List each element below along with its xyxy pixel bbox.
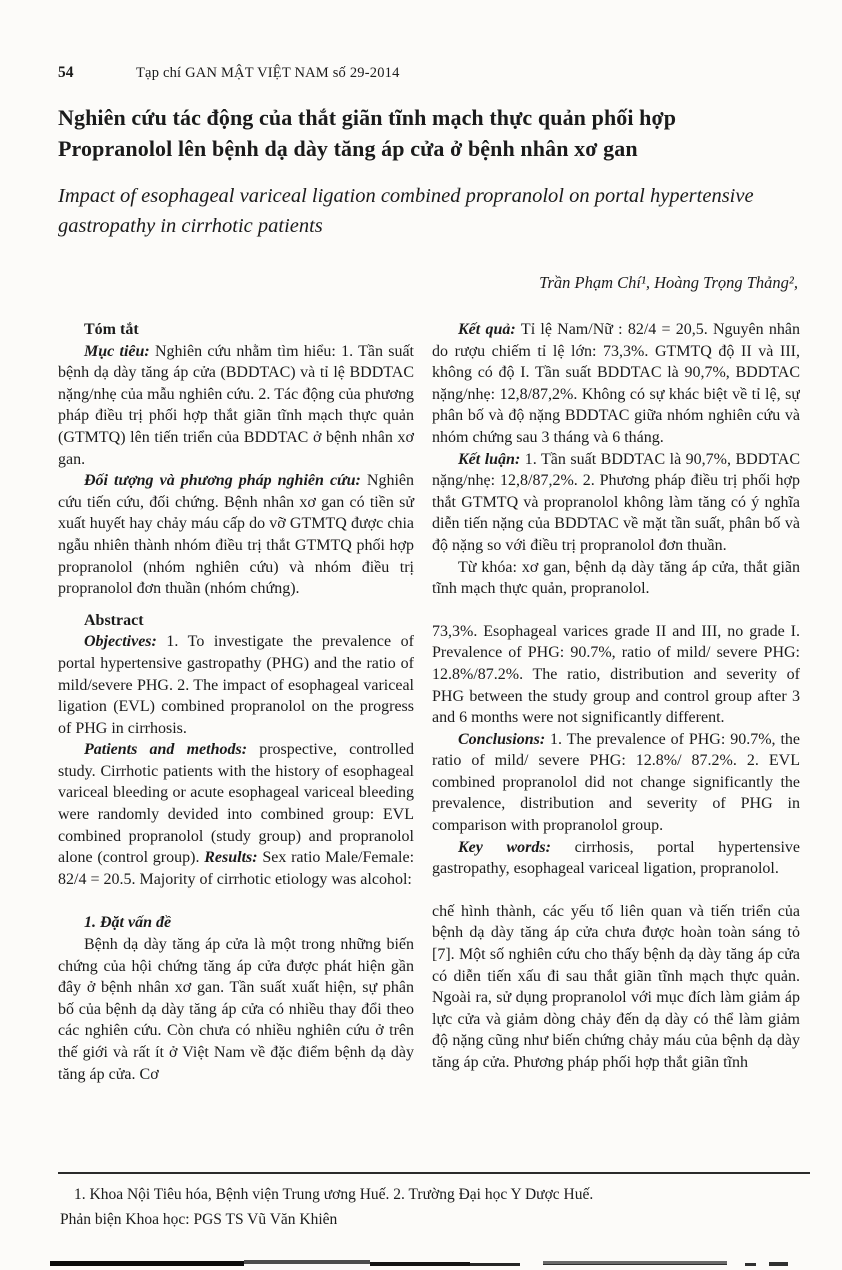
journal-name: Tạp chí GAN MẬT VIỆT NAM số 29-2014 (136, 65, 400, 81)
footnote-reviewer: Phản biện Khoa học: PGS TS Vũ Văn Khiên (60, 1211, 338, 1228)
methods-vi-text: Nghiên cứu tiến cứu, đối chứng. Bệnh nhân xơ gan có tiền sử xuất huyết hay chảy máu cấp do vỡ GTMTQ được chia ngẫu nhiên thành nhóm điều trị thắt GTMTQ phối hợp propranolol (nhóm nghiên cứu) và nhóm điều trị propranolol đơn thuần (nhóm chứng). (58, 472, 415, 598)
footnote-affiliations: 1. Khoa Nội Tiêu hóa, Bệnh viện Trung ương Huế. 2. Trường Đại học Y Dược Huế. (74, 1186, 594, 1203)
footnote-divider (58, 1172, 810, 1174)
results-en-label: Results: (204, 849, 258, 867)
left-column (58, 319, 414, 1161)
abstract-vi-methods (58, 470, 414, 600)
article-title-english: Impact of esophageal variceal ligation combined propranolol on portal hypertensive gastropathy in cirrhotic patients (58, 185, 754, 237)
author-byline: Trần Phạm Chí¹, Hoàng Trọng Thảng², (539, 273, 798, 292)
abstract-vi-results (432, 319, 800, 449)
right-column (432, 319, 800, 1161)
objectives-vi-label: Mục tiêu: (84, 342, 150, 360)
scan-bar-segment (543, 1261, 727, 1265)
keywords-vi-text: xơ gan, bệnh dạ dày tăng áp cửa, thắt giãn tĩnh mạch thực quản, propranolol. (432, 558, 800, 598)
abstract-en-keywords (432, 837, 800, 880)
intro-paragraph-continued-text: chế hình thành, các yếu tố liên quan và tiến triển của bệnh dạ dày tăng áp cửa chưa được hoàn toàn sáng tỏ [7]. Một số nghiên cứu cho thấy bệnh dạ dày tăng áp cửa có diễn tiến xấu đi sau thắt giãn tĩnh mạch thực quản. Ngoài ra, sử dụng propranolol với mục đích làm giảm áp lực cửa và giảm dòng chảy đến dạ dày có thể làm giảm độ nặng cũng như biến chứng chảy máu của bệnh dạ dày tăng áp cửa. Phương pháp phối hợp thắt giãn tĩnh (432, 902, 800, 1071)
intro-paragraph-start (58, 934, 414, 1085)
conclusion-vi-label: Kết luận: (458, 450, 521, 468)
scan-bar-segment (370, 1262, 470, 1266)
intro-paragraph-start-text: Bệnh dạ dày tăng áp cửa là một trong những biến chứng của hội chứng tăng áp cửa được phát hiện gần đây ở bệnh nhân xơ gan. Tần suất xuất hiện, sự phân bố của bệnh dạ dày tăng áp cửa có nhiều thay đổi theo các nghiên cứu. Còn chưa có nhiều nghiên cứu ở trên thế giới và rất ít ở Việt Nam về đặc điểm bệnh dạ dày tăng áp cửa. Cơ (58, 936, 414, 1083)
abstract-en-results-continued (432, 621, 800, 729)
article-title-vietnamese: Nghiên cứu tác động của thắt giãn tĩnh mạch thực quản phối hợp Propranolol lên bệnh dạ dày tăng áp cửa ở bệnh nhân xơ gan (58, 105, 677, 161)
methods-en-label: Patients and methods: (84, 741, 248, 759)
scan-bar-segment (470, 1263, 520, 1266)
results-en-text: Sex ratio Male/Female: 82/4 = 20.5. Majority of cirrhotic etiology was alcohol: (58, 849, 415, 888)
abstract-vi-keywords (432, 557, 800, 600)
scan-bar-segment (244, 1260, 370, 1264)
abstract-en-conclusions (432, 729, 800, 837)
conclusions-en-label: Conclusions: (458, 730, 546, 748)
keywords-en-text: cirrhosis, portal hypertensive gastropathy, esophageal variceal ligation, propranolol. (432, 838, 800, 878)
abstract-en-results-continued-text: 73,3%. Esophageal varices grade II and III, no grade I. Prevalence of PHG: 90.7%, ratio of mild/ severe PHG: 12.8%/87.2%. The ratio, distribution and severity of PHG between the study group and control group after 3 and 6 months were not significantly different. (432, 622, 800, 727)
keywords-en-label: Key words: (458, 838, 551, 856)
methods-en-text: prospective, controlled study. Cirrhotic patients with the history of esophageal variceal bleeding or acute esophageal variceal bleeding were randomly devided into combined group: EVL combined propranolol (study group) and propranolol alone (control group). (58, 741, 414, 867)
abstract-en-objectives (58, 631, 414, 739)
footnotes (60, 1182, 802, 1232)
abstract-vi-objectives (58, 341, 414, 471)
abstract-en-methods-results (58, 739, 414, 890)
keywords-vi-label: Từ khóa: (458, 558, 517, 576)
intro-paragraph-continued (432, 901, 800, 1074)
results-vi-text: Tỉ lệ Nam/Nữ : 82/4 = 20,5. Nguyên nhân do rượu chiếm tỉ lệ lớn: 73,3%. GTMTQ độ II và III, không có độ I. Tần suất BDDTAC là 90,7%, BDDTAC nặng/nhẹ: 12,8/87,2%. Không có sự khác biệt về tỉ lệ, sự phân bố và độ nặng BDDTAC giữa nhóm nghiên cứu và nhóm chứng sau 3 tháng và 6 tháng. (432, 321, 800, 446)
running-header (58, 64, 800, 82)
two-column-body (58, 319, 800, 1161)
intro-section-heading: 1. Đặt vấn đề (84, 914, 172, 932)
methods-vi-label: Đối tượng và phương pháp nghiên cứu: (84, 472, 361, 490)
objectives-vi-text: Nghiên cứu nhằm tìm hiểu: 1. Tần suất bệnh dạ dày tăng áp cửa (BDDTAC) và tỉ lệ BDDTAC nặng/nhẹ của mẫu nghiên cứu. 2. Tác động của phương pháp điều trị phối hợp thắt giãn tĩnh mạch thực quản (GTMTQ) lên tiến triển của BDDTAC ở bệnh nhân xơ gan. (58, 342, 415, 468)
abstract-vi-conclusion (432, 449, 800, 557)
conclusion-vi-text: 1. Tần suất BDDTAC là 90,7%, BDDTAC nặng/nhẹ: 12,8/87,2%. 2. Phương pháp điều trị phối hợp thắt GTMTQ và propranolol không làm tăng có ý nghĩa diễn tiến nặng của BDDTAC về mặt tần suất, phân bố và độ nặng so với điều trị propranolol đơn thuần. (432, 450, 800, 554)
objectives-en-text: 1. To investigate the prevalence of portal hypertensive gastropathy (PHG) and the ratio of mild/severe PHG. 2. The impact of esophageal variceal ligation (EVL) combined propranolol on the progress of PHG in cirrhosis. (58, 633, 415, 737)
results-vi-label: Kết quả: (458, 321, 516, 338)
abstract-en-heading: Abstract (84, 611, 144, 629)
objectives-en-label: Objectives: (84, 633, 157, 651)
scan-bar-segment (50, 1261, 244, 1266)
scan-bar-segment (769, 1262, 788, 1266)
abstract-vi-heading: Tóm tắt (84, 321, 139, 338)
scan-bar-segment (745, 1263, 756, 1266)
page-number: 54 (58, 64, 74, 81)
conclusions-en-text: 1. The prevalence of PHG: 90.7%, the ratio of mild/ severe PHG: 12.8%/ 87.2%. 2. EVL combined propranolol did not change significantly the prevalence, distribution and severity of PHG in comparison with propranolol group. (432, 730, 800, 835)
